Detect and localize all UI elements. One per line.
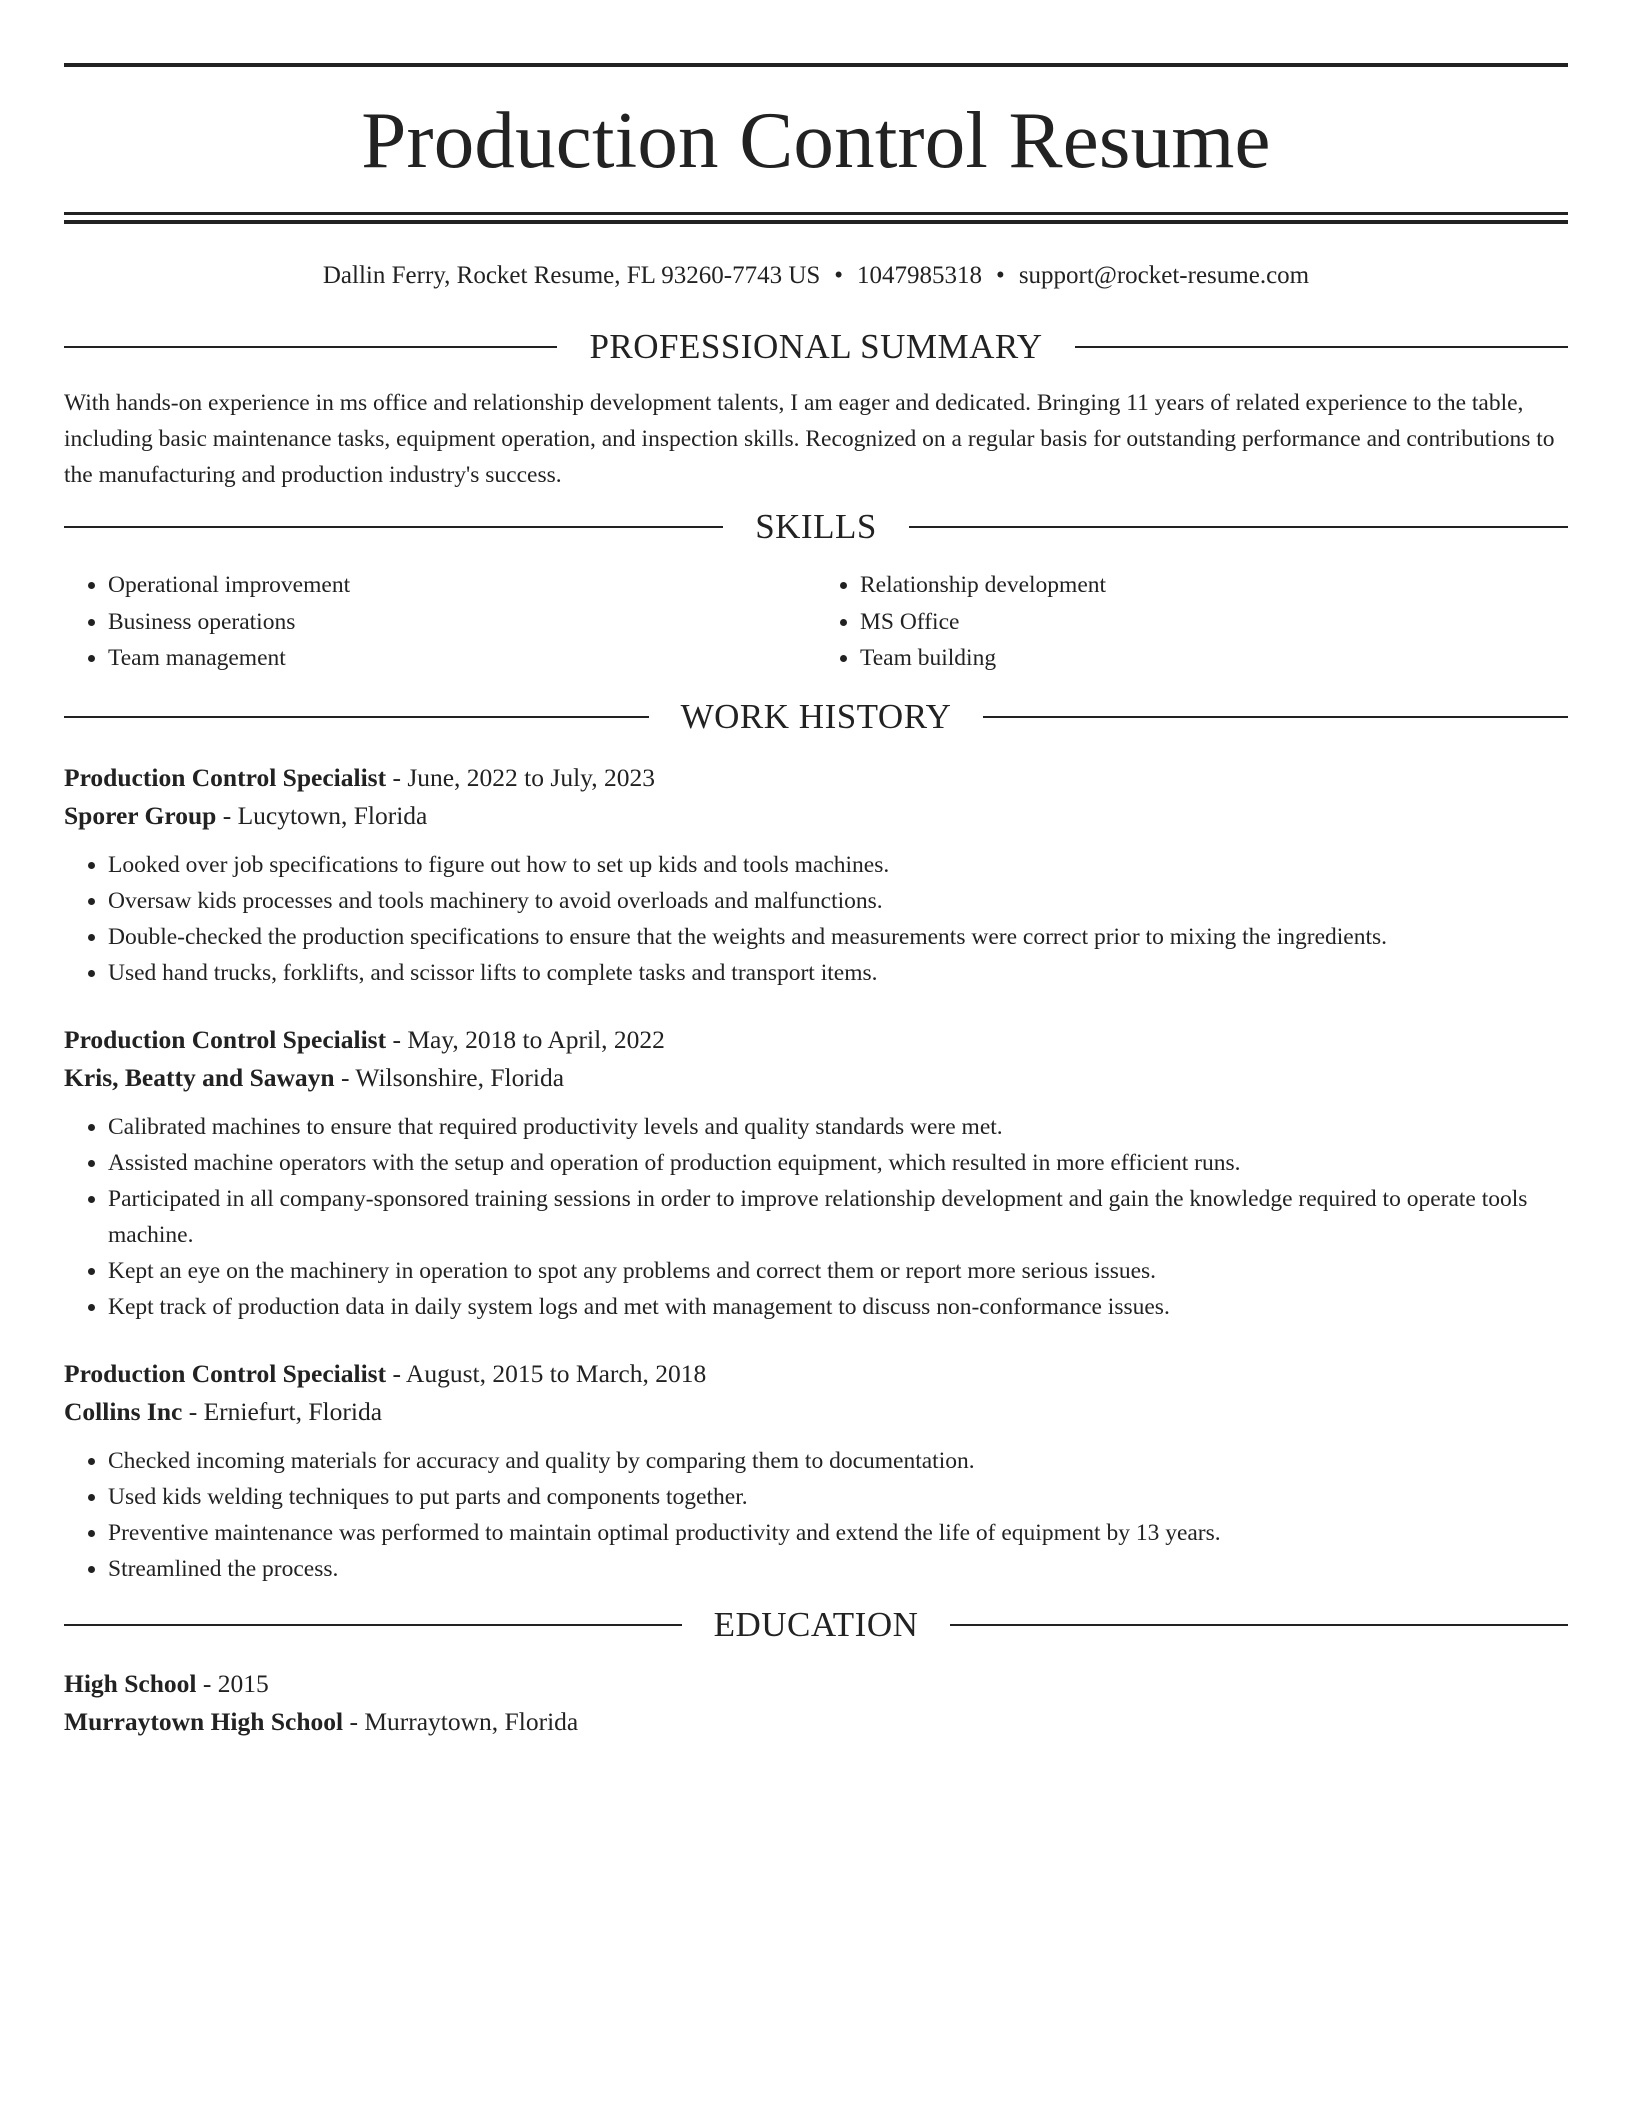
job-bullet: • Double-checked the production specifications to ensure that the weights and measurements were correct prior to mixing the ingredients. bbox=[108, 919, 1568, 955]
skill-item: • Team management bbox=[108, 640, 816, 677]
job-company-line bbox=[64, 1393, 1568, 1431]
job-location: - Lucytown, Florida bbox=[216, 800, 428, 830]
heading-rule-left bbox=[64, 716, 649, 718]
job-bullets bbox=[64, 1109, 1568, 1325]
contact-email: support@rocket-resume.com bbox=[1018, 262, 1310, 289]
summary-text: With hands-on experience in ms office and relationship development talents, I am eager and dedicated. Bringing 11 years of related experience to the table, including basic maintenance tasks, equipment operation, and inspection skills. Recognized on a regular basis for outstanding performance and contributions to the manufacturing and production industry's success. bbox=[64, 390, 1555, 488]
job-location: - Erniefurt, Florida bbox=[182, 1396, 383, 1426]
work-heading-label: WORK HISTORY bbox=[680, 696, 952, 736]
top-rule bbox=[64, 63, 1568, 67]
heading-rule-left bbox=[64, 1624, 682, 1626]
heading-rule-left bbox=[64, 346, 557, 348]
work-heading bbox=[64, 697, 1568, 737]
job-title-line bbox=[64, 759, 1568, 797]
job-company-line bbox=[64, 1059, 1568, 1097]
job-entry bbox=[64, 759, 1568, 991]
skills-heading bbox=[64, 507, 1568, 547]
job-company: Collins Inc bbox=[64, 1396, 183, 1426]
education-degree: High School bbox=[64, 1668, 197, 1698]
skills-column-left bbox=[64, 567, 816, 677]
job-location: - Wilsonshire, Florida bbox=[334, 1062, 565, 1092]
job-company: Kris, Beatty and Sawayn bbox=[64, 1062, 335, 1092]
job-bullet: • Calibrated machines to ensure that required productivity levels and quality standards were met. bbox=[108, 1109, 1568, 1145]
job-company-line bbox=[64, 797, 1568, 835]
skill-item: • Operational improvement bbox=[108, 567, 816, 604]
job-dates: - June, 2022 to July, 2023 bbox=[386, 762, 655, 792]
job-bullet: • Looked over job specifications to figure out how to set up kids and tools machines. bbox=[108, 847, 1568, 883]
contact-phone: 1047985318 bbox=[857, 262, 983, 289]
heading-rule-right bbox=[909, 526, 1568, 528]
heading-rule-right bbox=[1075, 346, 1568, 348]
job-dates: - August, 2015 to March, 2018 bbox=[386, 1358, 707, 1388]
job-dates: - May, 2018 to April, 2022 bbox=[386, 1024, 665, 1054]
skill-item: • MS Office bbox=[860, 604, 1568, 641]
contact-separator: • bbox=[834, 262, 844, 289]
skills-list bbox=[64, 567, 1568, 677]
heading-rule-right bbox=[983, 716, 1568, 718]
job-bullet: • Kept track of production data in daily system logs and met with management to discuss non-conformance issues. bbox=[108, 1289, 1568, 1325]
job-bullet: • Used kids welding techniques to put parts and components together. bbox=[108, 1479, 1568, 1515]
summary-heading-label: PROFESSIONAL SUMMARY bbox=[589, 327, 1043, 366]
job-bullet: • Streamlined the process. bbox=[108, 1551, 1568, 1587]
job-bullet: • Assisted machine operators with the setup and operation of production equipment, which resulted in more efficient runs. bbox=[108, 1145, 1568, 1181]
job-bullet: • Kept an eye on the machinery in operation to spot any problems and correct them or report more serious issues. bbox=[108, 1253, 1568, 1289]
job-bullet: • Oversaw kids processes and tools machinery to avoid overloads and malfunctions. bbox=[108, 883, 1568, 919]
job-bullets bbox=[64, 847, 1568, 991]
job-bullet: • Preventive maintenance was performed to maintain optimal productivity and extend the life of equipment by 13 years. bbox=[108, 1515, 1568, 1551]
heading-rule-left bbox=[64, 526, 723, 528]
job-entry bbox=[64, 1355, 1568, 1587]
job-title: Production Control Specialist bbox=[64, 1024, 387, 1054]
title-double-rule bbox=[64, 212, 1568, 224]
education-heading bbox=[64, 1605, 1568, 1645]
skill-item: • Business operations bbox=[108, 604, 816, 641]
job-bullet: • Used hand trucks, forklifts, and scissor lifts to complete tasks and transport items. bbox=[108, 955, 1568, 991]
education-degree-line bbox=[64, 1665, 1568, 1703]
education-heading-label: EDUCATION bbox=[713, 1604, 919, 1644]
education-entry bbox=[64, 1665, 1568, 1741]
skills-column-right bbox=[816, 567, 1568, 677]
education-school-line bbox=[64, 1703, 1568, 1741]
job-bullet: • Participated in all company-sponsored training sessions in order to improve relationship development and gain the knowledge required to operate tools machine. bbox=[108, 1181, 1568, 1253]
job-title: Production Control Specialist bbox=[64, 1358, 387, 1388]
summary-heading bbox=[64, 327, 1568, 367]
skill-item: • Relationship development bbox=[860, 567, 1568, 604]
skill-item: • Team building bbox=[860, 640, 1568, 677]
education-location: - Murraytown, Florida bbox=[343, 1706, 579, 1736]
contact-separator: • bbox=[996, 262, 1005, 289]
job-title: Production Control Specialist bbox=[64, 762, 387, 792]
heading-rule-right bbox=[950, 1624, 1568, 1626]
education-school: Murraytown High School bbox=[64, 1706, 344, 1736]
skills-heading-label: SKILLS bbox=[755, 507, 877, 546]
job-company: Sporer Group bbox=[64, 800, 217, 830]
resume-title: Production Control Resume bbox=[361, 95, 1271, 185]
job-title-line bbox=[64, 1355, 1568, 1393]
job-bullets bbox=[64, 1443, 1568, 1587]
job-title-line bbox=[64, 1021, 1568, 1059]
job-bullet: • Checked incoming materials for accuracy and quality by comparing them to documentation. bbox=[108, 1443, 1568, 1479]
education-year: - 2015 bbox=[196, 1668, 269, 1698]
contact-line bbox=[64, 261, 1568, 291]
contact-address: Dallin Ferry, Rocket Resume, FL 93260-7743 US bbox=[322, 262, 821, 289]
job-entry bbox=[64, 1021, 1568, 1325]
